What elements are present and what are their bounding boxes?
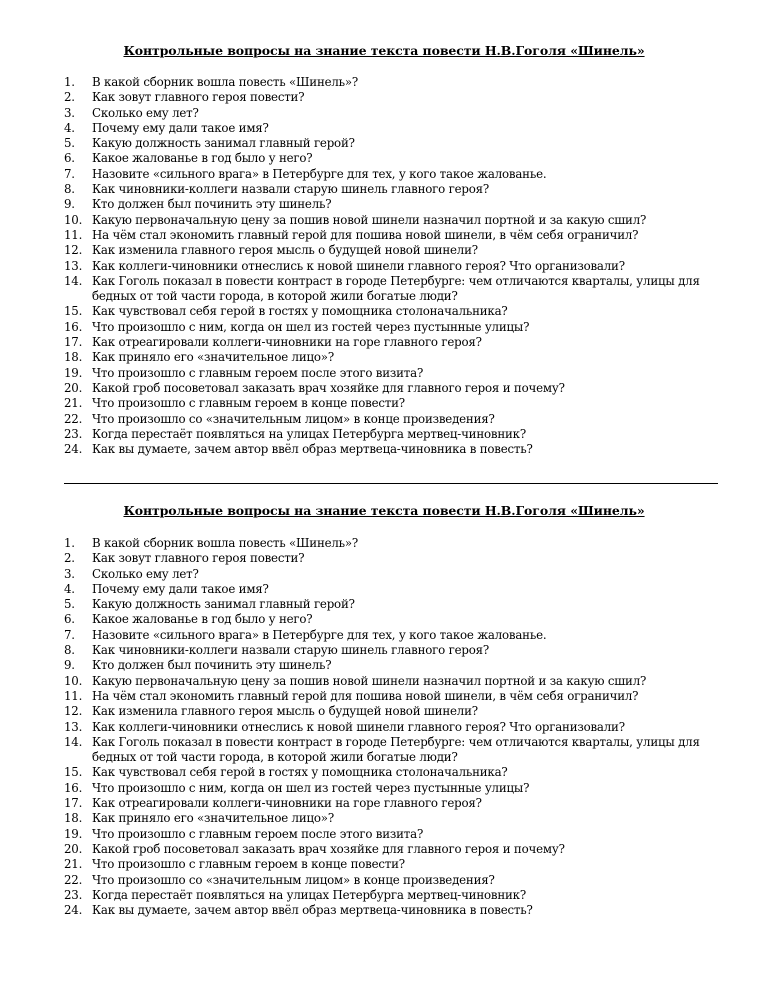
question-number: 7. [64, 166, 75, 181]
question-number: 3. [64, 566, 75, 581]
question-item [64, 765, 744, 780]
question-item [64, 827, 744, 842]
question-text: Какую должность занимал главный герой? [92, 597, 355, 612]
question-text: Какое жалованье в год было у него? [92, 612, 313, 627]
question-number: 9. [64, 658, 75, 673]
question-text: Как зовут главного героя повести? [92, 90, 305, 105]
question-item [64, 674, 744, 689]
question-number: 4. [64, 581, 75, 596]
question-number: 14. [64, 273, 83, 288]
question-item [64, 597, 744, 612]
question-item [64, 396, 744, 411]
question-number: 17. [64, 796, 83, 811]
question-item [64, 90, 744, 105]
question-item [64, 106, 744, 121]
question-text: Как Гоголь показал в повести контраст в городе Петербурге: чем отличаются кварталы, улицы для бедных от той части города, в которой жили богатые люди? [92, 734, 700, 765]
question-item [64, 182, 744, 197]
question-number: 18. [64, 350, 83, 365]
question-number: 21. [64, 857, 83, 872]
question-number: 19. [64, 826, 83, 841]
question-item [64, 873, 744, 888]
question-item [64, 643, 744, 658]
question-text: Как отреагировали коллеги-чиновники на горе главного героя? [92, 335, 482, 350]
question-number: 22. [64, 872, 83, 887]
question-item [64, 304, 744, 319]
question-item [64, 350, 744, 365]
question-text: Когда перестаёт появляться на улицах Петербурга мертвец-чиновник? [92, 426, 526, 441]
question-number: 2. [64, 90, 75, 105]
question-item [64, 704, 744, 719]
question-number: 3. [64, 105, 75, 120]
question-text: Что произошло с главным героем в конце повести? [92, 396, 405, 411]
question-number: 10. [64, 673, 83, 688]
question-number: 10. [64, 212, 83, 227]
question-item [64, 811, 744, 826]
question-text: Как коллеги-чиновники отнеслись к новой шинели главного героя? Что организовали? [92, 258, 625, 273]
question-text: Как чувствовал себя герой в гостях у помощника столоначальника? [92, 765, 508, 780]
question-number: 7. [64, 627, 75, 642]
question-text: Как чиновники-коллеги назвали старую шинель главного героя? [92, 182, 490, 197]
question-number: 14. [64, 734, 83, 749]
question-text: Что произошло с ним, когда он шел из гостей через пустынные улицы? [92, 319, 530, 334]
question-number: 12. [64, 704, 83, 719]
question-item [64, 536, 744, 551]
question-text: Какое жалованье в год было у него? [92, 151, 313, 166]
question-item [64, 857, 744, 872]
question-number: 6. [64, 612, 75, 627]
question-text: Что произошло со «значительным лицом» в конце произведения? [92, 872, 495, 887]
question-text: Какой гроб посоветовал заказать врач хозяйке для главного героя и почему? [92, 380, 565, 395]
question-number: 5. [64, 597, 75, 612]
question-item [64, 259, 744, 274]
question-number: 22. [64, 411, 83, 426]
question-text: Как вы думаете, зачем автор ввёл образ мертвеца-чиновника в повесть? [92, 903, 533, 918]
question-text: Что произошло с главным героем в конце повести? [92, 857, 405, 872]
question-item [64, 442, 744, 457]
question-text: Что произошло с главным героем после этого визита? [92, 826, 424, 841]
question-number: 8. [64, 643, 75, 658]
question-text: В какой сборник вошла повесть «Шинель»? [92, 536, 359, 550]
question-number: 6. [64, 151, 75, 166]
question-list-copy [64, 536, 744, 918]
question-text: Что произошло со «значительным лицом» в конце произведения? [92, 411, 495, 426]
question-item [64, 412, 744, 427]
question-text: Как приняло его «значительное лицо»? [92, 811, 334, 826]
question-number: 1. [64, 75, 75, 89]
question-item [64, 582, 744, 597]
question-number: 11. [64, 227, 83, 242]
question-item [64, 781, 744, 796]
question-item [64, 335, 744, 350]
question-item [64, 213, 744, 228]
question-item [64, 121, 744, 136]
question-item [64, 151, 744, 166]
question-text: Кто должен был починить эту шинель? [92, 658, 332, 673]
question-number: 23. [64, 426, 83, 441]
question-list [64, 75, 744, 457]
question-number: 24. [64, 442, 83, 457]
question-item [64, 796, 744, 811]
question-number: 19. [64, 365, 83, 380]
question-number: 18. [64, 811, 83, 826]
question-item [64, 842, 744, 857]
question-item [64, 735, 744, 766]
question-number: 11. [64, 688, 83, 703]
question-text: Как вы думаете, зачем автор ввёл образ мертвеца-чиновника в повесть? [92, 442, 533, 457]
question-number: 2. [64, 551, 75, 566]
question-text: Какую первоначальную цену за пошив новой шинели назначил портной и за какую сшил? [92, 673, 647, 688]
question-text: Как чиновники-коллеги назвали старую шинель главного героя? [92, 643, 490, 658]
question-item [64, 167, 744, 182]
question-item [64, 274, 744, 305]
question-item [64, 567, 744, 582]
question-text: В какой сборник вошла повесть «Шинель»? [92, 75, 359, 89]
question-text: Сколько ему лет? [92, 105, 199, 120]
question-text: Как изменила главного героя мысль о будущей новой шинели? [92, 704, 478, 719]
question-text: На чём стал экономить главный герой для пошива новой шинели, в чём себя ограничил? [92, 688, 639, 703]
question-number: 5. [64, 136, 75, 151]
question-text: Что произошло с ним, когда он шел из гостей через пустынные улицы? [92, 780, 530, 795]
question-text: Как коллеги-чиновники отнеслись к новой шинели главного героя? Что организовали? [92, 719, 625, 734]
cut-line-divider [64, 483, 718, 484]
question-number: 1. [64, 536, 75, 550]
question-item [64, 381, 744, 396]
question-text: На чём стал экономить главный герой для пошива новой шинели, в чём себя ограничил? [92, 227, 639, 242]
question-text: Кто должен был починить эту шинель? [92, 197, 332, 212]
question-text: Назовите «сильного врага» в Петербурге для тех, у кого такое жалованье. [92, 166, 547, 181]
question-text: Как приняло его «значительное лицо»? [92, 350, 334, 365]
question-item [64, 320, 744, 335]
question-number: 23. [64, 887, 83, 902]
question-text: Какую первоначальную цену за пошив новой шинели назначил портной и за какую сшил? [92, 212, 647, 227]
question-item [64, 720, 744, 735]
question-item [64, 612, 744, 627]
question-text: Сколько ему лет? [92, 566, 199, 581]
question-number: 12. [64, 243, 83, 258]
question-number: 20. [64, 841, 83, 856]
question-number: 13. [64, 258, 83, 273]
question-item [64, 903, 744, 918]
question-text: Как Гоголь показал в повести контраст в городе Петербурге: чем отличаются кварталы, улицы для бедных от той части города, в которой жили богатые люди? [92, 273, 700, 304]
question-number: 8. [64, 182, 75, 197]
question-item [64, 658, 744, 673]
question-number: 15. [64, 304, 83, 319]
question-text: Как чувствовал себя герой в гостях у помощника столоначальника? [92, 304, 508, 319]
question-item [64, 551, 744, 566]
question-text: Почему ему дали такое имя? [92, 581, 269, 596]
question-item [64, 366, 744, 381]
question-item [64, 228, 744, 243]
question-item [64, 888, 744, 903]
question-item [64, 197, 744, 212]
page-title: Контрольные вопросы на знание текста повести Н.В.Гоголя «Шинель» [123, 43, 645, 58]
page-title-copy: Контрольные вопросы на знание текста повести Н.В.Гоголя «Шинель» [123, 503, 645, 518]
question-item [64, 136, 744, 151]
question-number: 9. [64, 197, 75, 212]
question-number: 16. [64, 319, 83, 334]
question-text: Как отреагировали коллеги-чиновники на горе главного героя? [92, 796, 482, 811]
question-number: 4. [64, 120, 75, 135]
question-text: Что произошло с главным героем после этого визита? [92, 365, 424, 380]
question-item [64, 243, 744, 258]
question-number: 16. [64, 780, 83, 795]
question-item [64, 689, 744, 704]
question-text: Почему ему дали такое имя? [92, 120, 269, 135]
question-number: 20. [64, 380, 83, 395]
question-text: Как зовут главного героя повести? [92, 551, 305, 566]
question-item [64, 628, 744, 643]
question-item [64, 75, 744, 90]
question-number: 15. [64, 765, 83, 780]
question-text: Когда перестаёт появляться на улицах Петербурга мертвец-чиновник? [92, 887, 526, 902]
question-number: 17. [64, 335, 83, 350]
question-text: Назовите «сильного врага» в Петербурге для тех, у кого такое жалованье. [92, 627, 547, 642]
question-number: 13. [64, 719, 83, 734]
question-text: Какой гроб посоветовал заказать врач хозяйке для главного героя и почему? [92, 841, 565, 856]
question-number: 21. [64, 396, 83, 411]
question-text: Как изменила главного героя мысль о будущей новой шинели? [92, 243, 478, 258]
question-number: 24. [64, 903, 83, 918]
question-text: Какую должность занимал главный герой? [92, 136, 355, 151]
question-item [64, 427, 744, 442]
